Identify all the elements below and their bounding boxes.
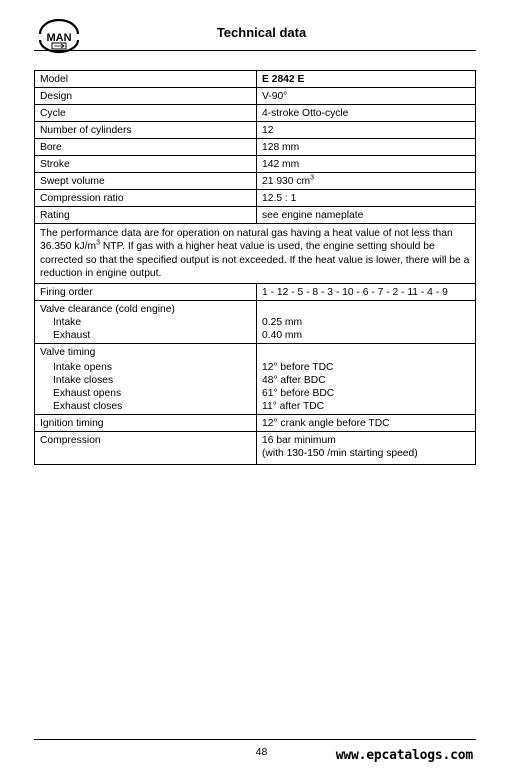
rating-label: Rating [35, 207, 257, 224]
clearance-intake-value: 0.25 mm [262, 316, 303, 328]
table-row [35, 173, 476, 190]
performance-note: The performance data are for operation on natural gas having a heat value of not less than 36.350 $kJ/m^3$ NTP. If gas with a higher heat value is used, the engine setting should be corrected so that the specified output is not exceeded. If the heat value is lower, there will be a reduction in engine output. [35, 224, 476, 284]
clearance-exhaust-value: 0.40 mm [262, 329, 303, 341]
table-row [35, 415, 476, 432]
cycle-label: Cycle [35, 105, 257, 122]
valve-clearance-heading: Valve clearance (cold engine) [40, 303, 175, 315]
rating-value: see engine nameplate [257, 207, 476, 224]
timing-label: Exhaust closes [53, 400, 123, 412]
cylinders-label: Number of cylinders [35, 122, 257, 139]
bore-value: 128 mm [257, 139, 476, 156]
header-divider [34, 50, 476, 51]
valve-timing-heading: Valve timing [40, 346, 96, 358]
stroke-value: 142 mm [257, 156, 476, 173]
table-row [35, 284, 476, 301]
timing-value: 11° after TDC [262, 400, 325, 412]
page-number: 48 [255, 746, 268, 758]
timing-value: 61° before BDC [262, 387, 335, 399]
swept-volume-label: Swept volume [35, 173, 257, 190]
firing-order-value: 1 - 12 - 5 - 8 - 3 - 10 - 6 - 7 - 2 - 11 - 4 - 9 [257, 284, 476, 301]
cylinders-value: 12 [257, 122, 476, 139]
table-row-model [35, 71, 476, 88]
table-row [35, 139, 476, 156]
ignition-timing-value: 12° crank angle before TDC [257, 415, 476, 432]
table-row [35, 88, 476, 105]
table-row-compression [35, 432, 476, 465]
table-row-valve-timing [35, 344, 476, 415]
model-label: Model [35, 71, 257, 88]
compression-ratio-value: 12.5 : 1 [257, 190, 476, 207]
bore-label: Bore [35, 139, 257, 156]
timing-label: Intake closes [53, 374, 114, 386]
clearance-intake-label: Intake [53, 316, 82, 328]
table-row [35, 156, 476, 173]
firing-order-label: Firing order [35, 284, 257, 301]
stroke-label: Stroke [35, 156, 257, 173]
swept-volume-value: 21 930 $cm^3$ [257, 173, 476, 190]
compression-label: Compression [35, 432, 257, 465]
compression-value-line1: 16 bar minimum [262, 434, 336, 446]
table-row-note [35, 224, 476, 284]
website-watermark[interactable]: www.epcatalogs.com [335, 748, 473, 763]
timing-label: Intake opens [53, 361, 112, 373]
design-value: V-90° [257, 88, 476, 105]
footer-divider [34, 739, 476, 740]
compression-ratio-label: Compression ratio [35, 190, 257, 207]
clearance-exhaust-label: Exhaust [53, 329, 91, 341]
model-value: E 2842 E [257, 71, 476, 88]
table-row [35, 122, 476, 139]
table-row-valve-clearance [35, 301, 476, 344]
design-label: Design [35, 88, 257, 105]
ignition-timing-label: Ignition timing [35, 415, 257, 432]
compression-value-line2: (with 130-150 /min starting speed) [262, 447, 418, 459]
page-title: Technical data [216, 25, 307, 40]
table-row [35, 105, 476, 122]
technical-data-table [34, 70, 476, 465]
timing-value: 48° after BDC [262, 374, 326, 386]
cycle-value: 4-stroke Otto-cycle [257, 105, 476, 122]
table-row [35, 207, 476, 224]
timing-label: Exhaust opens [53, 387, 122, 399]
svg-text:MAN: MAN [46, 32, 72, 44]
timing-value: 12° before TDC [262, 361, 334, 373]
table-row [35, 190, 476, 207]
